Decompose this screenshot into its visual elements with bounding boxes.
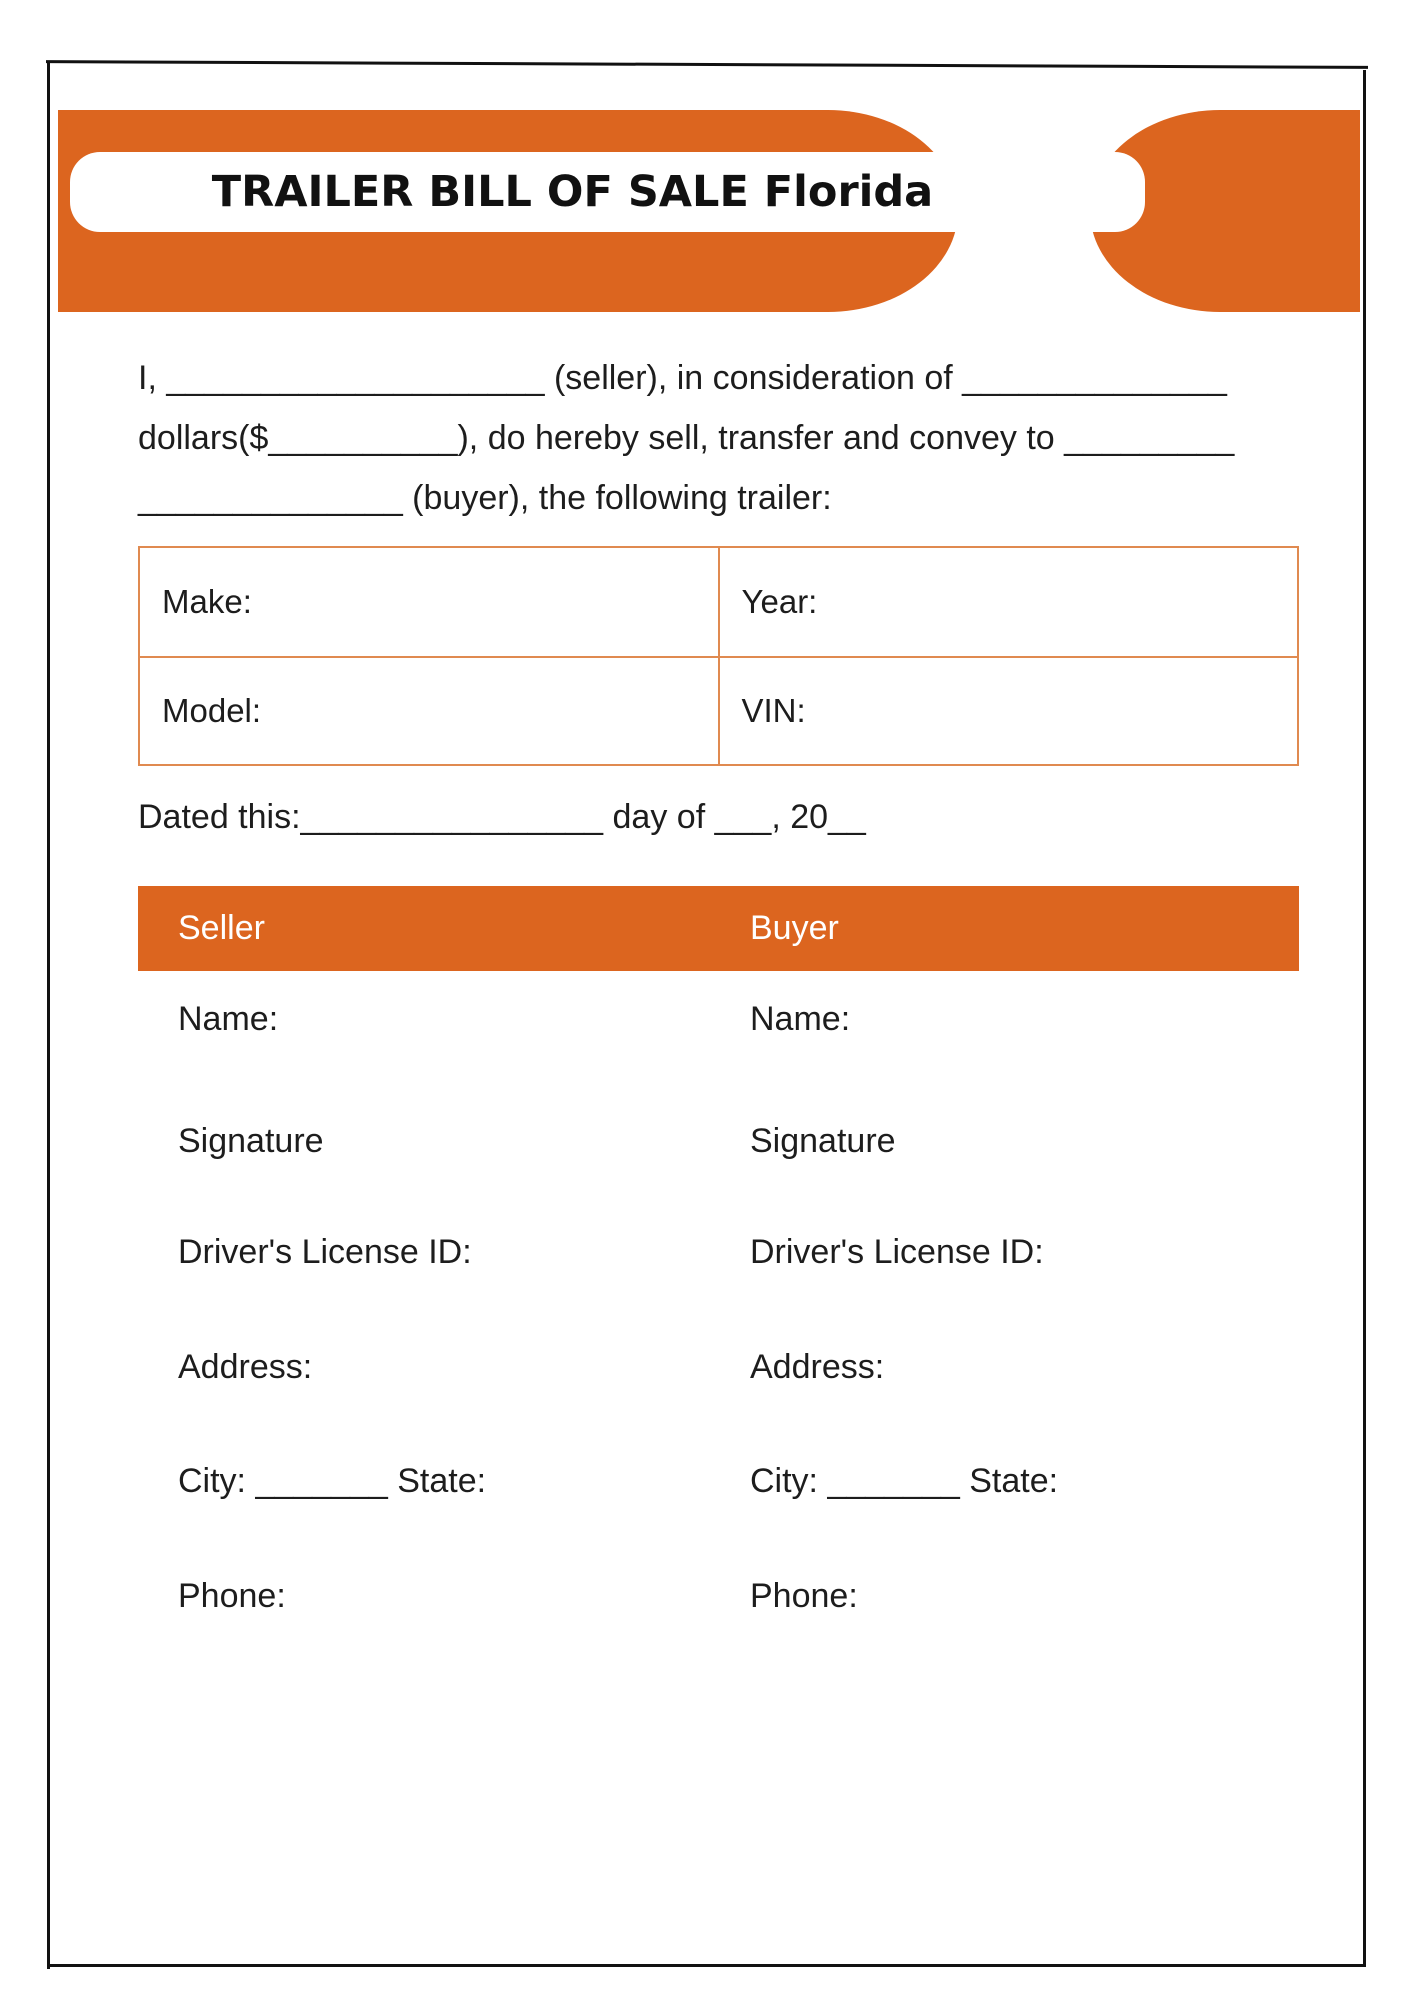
trailer-details-table: [138, 546, 1299, 766]
seller-address-field[interactable]: Address:: [178, 1348, 313, 1386]
intro-line-2: dollars($__________), do hereby sell, transfer and convey to _________: [138, 419, 1235, 457]
table-row: [139, 657, 1298, 765]
year-cell[interactable]: Year:: [719, 547, 1299, 657]
buyer-address-field[interactable]: Address:: [750, 1348, 885, 1386]
party-header-bar: [138, 886, 1299, 971]
make-cell[interactable]: Make:: [139, 547, 719, 657]
seller-heading: Seller: [178, 909, 265, 947]
frame-right-line: [1363, 70, 1366, 1965]
model-cell[interactable]: Model:: [139, 657, 719, 765]
table-row: [139, 547, 1298, 657]
vin-cell[interactable]: VIN:: [719, 657, 1299, 765]
buyer-heading: Buyer: [750, 909, 839, 947]
seller-signature-field[interactable]: Signature: [178, 1122, 324, 1160]
dated-line: Dated this:________________ day of ___, 20__: [138, 798, 866, 836]
frame-top-line: [46, 60, 1368, 69]
seller-phone-field[interactable]: Phone:: [178, 1577, 286, 1615]
buyer-license-field[interactable]: Driver's License ID:: [750, 1233, 1044, 1271]
document-title: TRAILER BILL OF SALE Florida: [211, 167, 934, 217]
intro-paragraph: [138, 348, 1298, 528]
seller-license-field[interactable]: Driver's License ID:: [178, 1233, 472, 1271]
buyer-signature-field[interactable]: Signature: [750, 1122, 896, 1160]
buyer-name-field[interactable]: Name:: [750, 1000, 851, 1038]
buyer-city-state-field[interactable]: City: _______ State:: [750, 1462, 1059, 1500]
title-pill: [70, 152, 1145, 232]
seller-city-state-field[interactable]: City: _______ State:: [178, 1462, 487, 1500]
seller-name-field[interactable]: Name:: [178, 1000, 279, 1038]
frame-bottom-line: [50, 1964, 1366, 1967]
buyer-phone-field[interactable]: Phone:: [750, 1577, 858, 1615]
intro-line-1: I, ____________________ (seller), in consideration of ______________: [138, 359, 1227, 397]
intro-line-3: ______________ (buyer), the following trailer:: [138, 479, 832, 517]
frame-left-line: [47, 63, 50, 1969]
